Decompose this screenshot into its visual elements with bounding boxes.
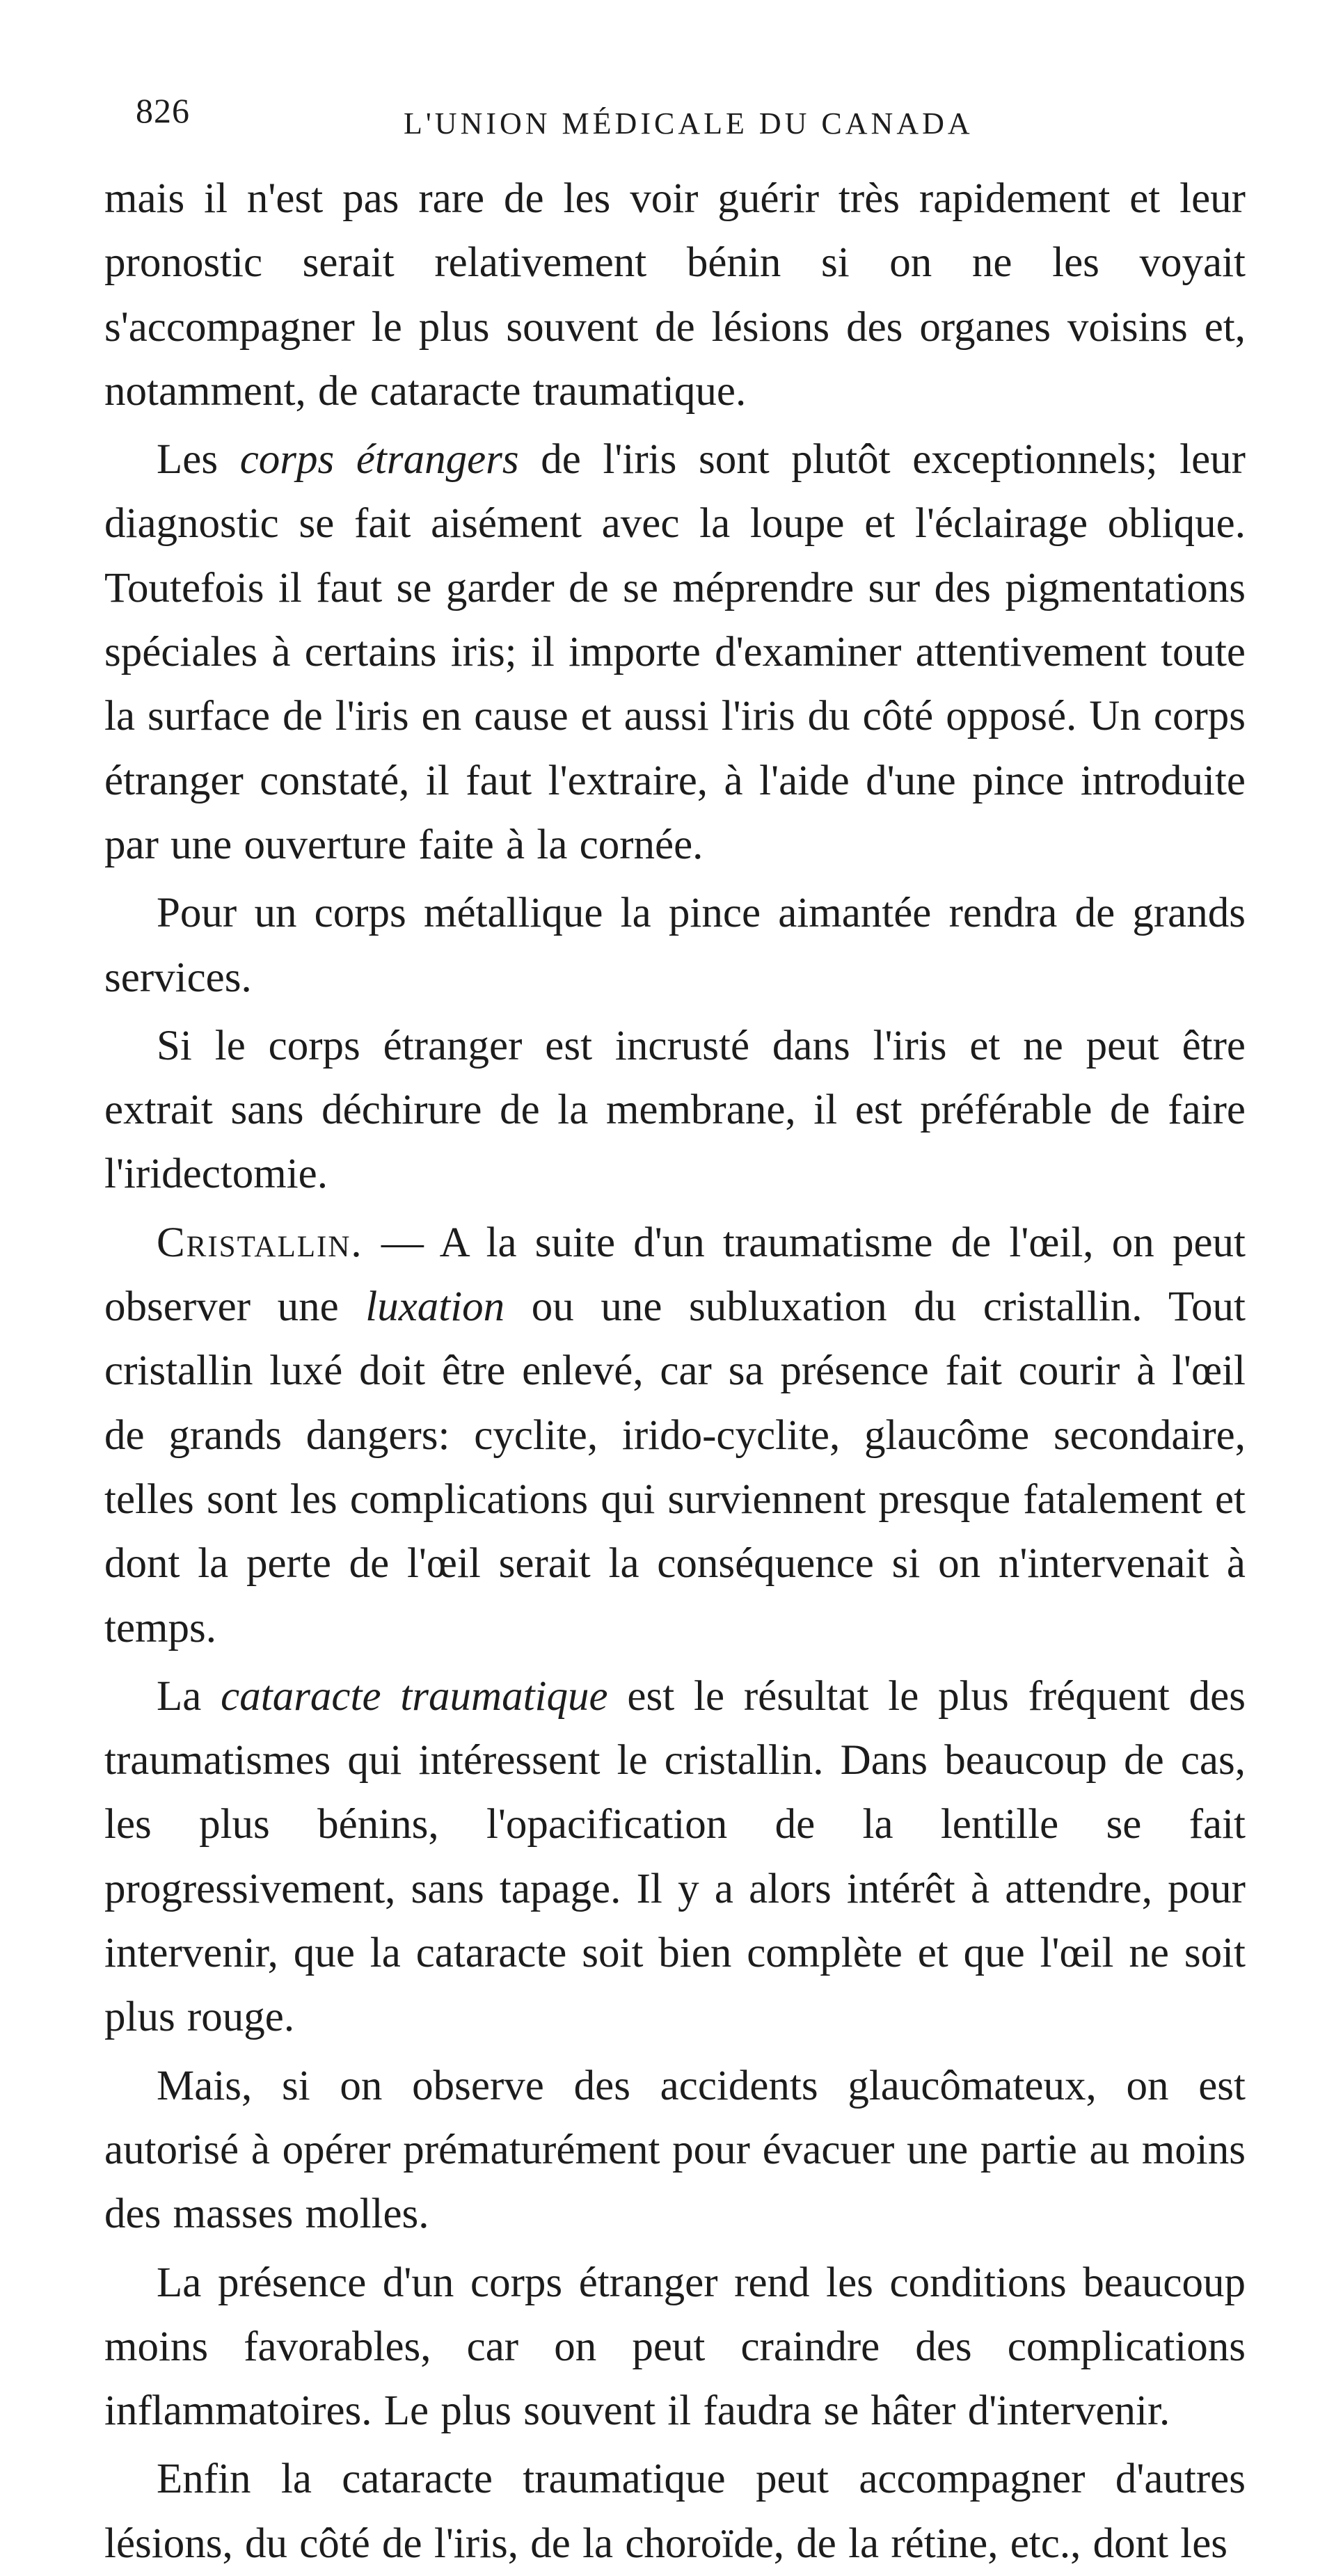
document-page <box>104 77 1246 2576</box>
paragraph-5 <box>104 1211 1246 1661</box>
paragraph-9: Enfin la cataracte traumatique peut accompagner d'autres lésions, du côté de l'iris, de la choroïde, de la rétine, etc., dont les <box>104 2456 1246 2567</box>
paragraph-6-rest: est le résultat le plus fréquent des traumatismes qui intéressent le cristallin. Dans beaucoup de cas, les plus bénins, l'opacification de la lentille se fait progressivement, sans tapage. Il y a alors intérêt à attendre, pour intervenir, que la cataracte soit bien complète et que l'œil ne soit plus rouge. <box>104 1672 1246 2041</box>
paragraph-5-italic: luxation <box>365 1283 505 1331</box>
section-heading-cristallin: Cristallin. <box>157 1219 363 1266</box>
paragraph-6 <box>104 1665 1246 2050</box>
page-number: 826 <box>136 91 190 130</box>
paragraph-6-lead: La <box>157 1672 221 1720</box>
paragraph-3: Pour un corps métallique la pince aimantée rendra de grands services. <box>104 890 1246 1001</box>
page-header <box>104 77 1246 167</box>
paragraph-2-rest: de l'iris sont plutôt exceptionnels; leur diagnostic se fait aisément avec la loupe et l'éclairage oblique. Toutefois il faut se garder de se méprendre sur des pigmentations spéciales à certains iris; il importe d'examiner attentivement toute la surface de l'iris en cause et aussi l'iris du côté opposé. Un corps étranger constaté, il faut l'extraire, à l'aide d'une pince introduite par une ouverture faite à la cornée. <box>104 436 1246 868</box>
running-head: L'UNION MÉDICALE DU CANADA <box>404 106 974 141</box>
paragraph-6-italic: cataracte traumatique <box>221 1672 608 1720</box>
paragraph-2 <box>104 428 1246 877</box>
paragraph-5-rest: ou une subluxation du cristallin. Tout cristallin luxé doit être enlevé, car sa présence fait courir à l'œil de grands dangers: cyclite, irido-cyclite, glaucôme secondaire, telles sont les complications qui surviennent presque fatalement et dont la perte de l'œil serait la conséquence si on n'intervenait à temps. <box>104 1283 1246 1651</box>
paragraph-1: mais il n'est pas rare de les voir guérir très rapidement et leur pronostic serait relativement bénin si on ne les voyait s'accompagner le plus souvent de lésions des organes voisins et, notamment, de cataracte traumatique. <box>104 175 1246 415</box>
paragraph-7: Mais, si on observe des accidents glaucômateux, on est autorisé à opérer prématurément pour évacuer une partie au moins des masses molles. <box>104 2062 1246 2238</box>
paragraph-8: La présence d'un corps étranger rend les conditions beaucoup moins favorables, car on peut craindre des complications inflammatoires. Le plus souvent il faudra se hâter d'intervenir. <box>104 2259 1246 2435</box>
paragraph-4: Si le corps étranger est incrusté dans l'iris et ne peut être extrait sans déchirure de la membrane, il est préférable de faire l'iridectomie. <box>104 1022 1246 1198</box>
paragraph-5-lead: — A la suite d'un traumatisme de l'œil, on peut observer une <box>104 1219 1246 1331</box>
paragraph-2-italic: corps étrangers <box>239 436 519 483</box>
paragraph-2-lead: Les <box>157 436 240 483</box>
body-text <box>104 167 1246 2576</box>
